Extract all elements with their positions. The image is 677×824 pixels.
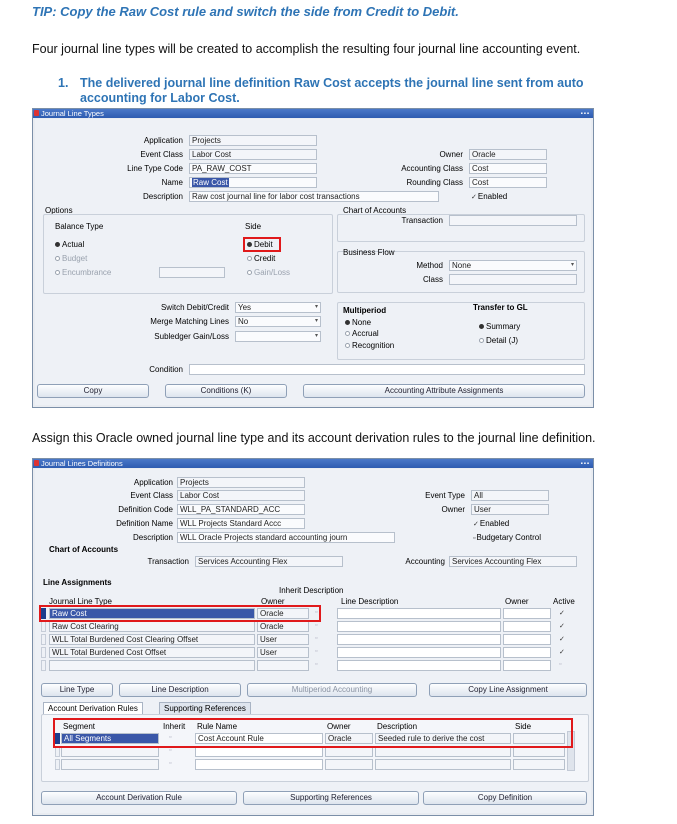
rounding-class-field[interactable]: Cost bbox=[469, 177, 547, 188]
rule-description-field-empty-2[interactable] bbox=[375, 759, 511, 770]
description-field[interactable]: Raw cost journal line for labor cost transactions bbox=[189, 191, 439, 202]
balance-actual-label: Actual bbox=[62, 240, 85, 249]
definition-name-label: Definition Name bbox=[116, 519, 173, 528]
enabled-label: Enabled bbox=[477, 192, 508, 201]
jld-enabled-label: Enabled bbox=[479, 519, 510, 528]
active-check-icon-2[interactable]: ✓ bbox=[559, 623, 565, 630]
owner-field[interactable]: Oracle bbox=[469, 149, 547, 160]
accounting-attribute-assignments-button[interactable]: Accounting Attribute Assignments bbox=[303, 384, 585, 398]
journal-lines-definitions-window bbox=[32, 458, 594, 816]
inherit-checkbox-3[interactable]: ▫ bbox=[315, 635, 318, 642]
multiperiod-accrual-label: Accrual bbox=[352, 329, 379, 338]
check-icon: ✓ bbox=[473, 521, 479, 528]
transfer-detail-radio[interactable] bbox=[479, 336, 518, 346]
account-derivation-rule-button[interactable]: Account Derivation Rule bbox=[41, 791, 237, 805]
debit-highlight-box bbox=[243, 237, 281, 252]
jld-transaction-label: Transaction bbox=[147, 557, 189, 566]
supporting-references-button[interactable]: Supporting References bbox=[243, 791, 419, 805]
copy-button[interactable]: Copy bbox=[37, 384, 149, 398]
radio-selected-icon bbox=[345, 320, 350, 325]
segment-field-1[interactable]: All Segments bbox=[61, 733, 159, 744]
radio-icon bbox=[247, 256, 252, 261]
line-type-code-label: Line Type Code bbox=[127, 164, 183, 173]
jld-description-field[interactable]: WLL Oracle Projects standard accounting journ bbox=[177, 532, 395, 543]
jld-description-label: Description bbox=[132, 533, 173, 542]
definition-code-field[interactable]: WLL_PA_STANDARD_ACC bbox=[177, 504, 305, 515]
accounting-class-field[interactable]: Cost bbox=[469, 163, 547, 174]
subledger-gain-loss-field[interactable] bbox=[235, 331, 321, 342]
rule-owner-field-empty-2[interactable] bbox=[325, 759, 373, 770]
checkbox-empty-icon: ▫ bbox=[473, 535, 476, 542]
chart-of-accounts-label: Chart of Accounts bbox=[343, 206, 407, 215]
event-type-field[interactable]: All bbox=[471, 490, 549, 501]
jld-window-title: Journal Lines Definitions bbox=[41, 459, 123, 468]
balance-encumbrance-label: Encumbrance bbox=[62, 268, 112, 277]
segment-rule-highlight-box bbox=[53, 718, 573, 748]
switch-debit-credit-value: Yes bbox=[238, 303, 252, 312]
window-controls-icon[interactable]: ▪▪▪ bbox=[580, 461, 590, 467]
line-owner-field-empty[interactable] bbox=[257, 660, 309, 671]
raw-cost-highlight-box bbox=[39, 605, 321, 622]
merge-matching-lines-field[interactable] bbox=[235, 316, 321, 327]
inherit-checkbox-1[interactable]: ▫ bbox=[315, 609, 318, 616]
active-check-icon-3[interactable]: ✓ bbox=[559, 636, 565, 643]
line-description-button[interactable]: Line Description bbox=[119, 683, 241, 697]
side-label: Side bbox=[245, 222, 262, 231]
line-description-field-empty[interactable] bbox=[337, 660, 501, 671]
side-credit-radio[interactable] bbox=[247, 254, 275, 264]
row-indicator[interactable] bbox=[55, 759, 60, 770]
tip-text: TIP: Copy the Raw Cost rule and switch the side from Credit to Debit. bbox=[32, 4, 459, 19]
options-label: Options bbox=[45, 206, 73, 215]
line-description-field-1[interactable] bbox=[337, 608, 501, 619]
transfer-to-gl-label: Transfer to GL bbox=[473, 303, 528, 312]
radio-icon bbox=[479, 338, 484, 343]
multiperiod-none-radio[interactable] bbox=[345, 318, 371, 328]
col-inherit: Inherit bbox=[163, 722, 186, 731]
rule-inherit-checkbox-1[interactable]: ▫ bbox=[169, 734, 172, 741]
balance-encumbrance-radio[interactable] bbox=[55, 268, 111, 278]
line-type-button[interactable]: Line Type bbox=[41, 683, 113, 697]
line-assignments-label: Line Assignments bbox=[43, 578, 112, 587]
application-label: Application bbox=[143, 136, 183, 145]
event-class-label: Event Class bbox=[140, 150, 183, 159]
condition-field[interactable] bbox=[189, 364, 585, 375]
event-type-label: Event Type bbox=[425, 491, 465, 500]
dropdown-icon[interactable]: ▾ bbox=[314, 333, 318, 339]
method-label: Method bbox=[416, 261, 443, 270]
col-segment: Segment bbox=[63, 722, 96, 731]
jld-title-bar bbox=[33, 459, 593, 468]
name-field[interactable] bbox=[189, 177, 317, 188]
window-menu-icon[interactable] bbox=[34, 110, 39, 116]
transfer-summary-label: Summary bbox=[486, 322, 521, 331]
name-value: Raw Cost bbox=[193, 178, 228, 187]
balance-type-label: Balance Type bbox=[55, 222, 104, 231]
check-icon: ✓ bbox=[471, 194, 477, 201]
row-indicator[interactable] bbox=[41, 660, 46, 671]
row-indicator[interactable] bbox=[41, 621, 46, 632]
row-indicator[interactable] bbox=[41, 647, 46, 658]
col-line-description: Line Description bbox=[341, 597, 399, 606]
journal-line-types-window bbox=[32, 108, 594, 408]
event-class-field[interactable]: Labor Cost bbox=[189, 149, 317, 160]
radio-icon bbox=[345, 343, 350, 348]
dropdown-icon[interactable]: ▾ bbox=[314, 318, 318, 324]
multiperiod-recognition-radio[interactable] bbox=[345, 341, 394, 351]
owner-label: Owner bbox=[439, 150, 463, 159]
definition-code-label: Definition Code bbox=[118, 505, 173, 514]
line-type-field-4[interactable]: WLL Total Burdened Cost Offset bbox=[49, 647, 255, 658]
subledger-gain-loss-label: Subledger Gain/Loss bbox=[154, 332, 229, 341]
switch-debit-credit-field[interactable] bbox=[235, 302, 321, 313]
row-indicator[interactable] bbox=[41, 634, 46, 645]
col-rule-description: Description bbox=[377, 722, 418, 731]
conditions-button[interactable]: Conditions (K) bbox=[165, 384, 287, 398]
col-active: Active bbox=[553, 597, 575, 606]
inherit-checkbox-empty[interactable]: ▫ bbox=[315, 661, 318, 668]
multiperiod-label: Multiperiod bbox=[343, 306, 387, 315]
rule-inherit-checkbox-empty-2[interactable]: ▫ bbox=[169, 760, 172, 767]
rule-description-field-1[interactable]: Seeded rule to derive the cost bbox=[375, 733, 511, 744]
business-flow-label: Business Flow bbox=[343, 248, 395, 257]
multiperiod-recognition-label: Recognition bbox=[352, 341, 395, 350]
balance-actual-radio[interactable] bbox=[55, 240, 84, 250]
rule-owner-field-1[interactable]: Oracle bbox=[325, 733, 373, 744]
tab-supporting-references[interactable]: Supporting References bbox=[159, 702, 251, 714]
transfer-summary-radio[interactable] bbox=[479, 322, 520, 332]
line-owner-field-2[interactable]: Oracle bbox=[257, 621, 309, 632]
line-owner2-field-3[interactable] bbox=[503, 634, 551, 645]
jlt-window-title: Journal Line Types bbox=[41, 109, 104, 118]
merge-matching-lines-label: Merge Matching Lines bbox=[150, 317, 229, 326]
step-number: 1. bbox=[58, 76, 69, 90]
col-rule-owner: Owner bbox=[327, 722, 351, 731]
side-gain-loss-radio[interactable] bbox=[247, 268, 290, 278]
jld-owner-field[interactable]: User bbox=[471, 504, 549, 515]
application-field[interactable]: Projects bbox=[189, 135, 317, 146]
jld-chart-of-accounts-label: Chart of Accounts bbox=[49, 545, 119, 554]
dropdown-icon[interactable]: ▾ bbox=[314, 304, 318, 310]
line-description-field-3[interactable] bbox=[337, 634, 501, 645]
segment-field-empty-2[interactable] bbox=[61, 759, 159, 770]
inherit-checkbox-4[interactable]: ▫ bbox=[315, 648, 318, 655]
switch-debit-credit-label: Switch Debit/Credit bbox=[160, 303, 229, 312]
line-owner2-field-4[interactable] bbox=[503, 647, 551, 658]
description-label: Description bbox=[142, 192, 183, 201]
dropdown-icon[interactable]: ▾ bbox=[570, 262, 574, 268]
merge-matching-lines-value: No bbox=[238, 317, 249, 326]
radio-icon bbox=[247, 270, 252, 275]
balance-budget-label: Budget bbox=[62, 254, 88, 263]
step-text: The delivered journal line definition Raw Cost accepts the journal line sent from auto accounting for Labor Cost. bbox=[80, 76, 584, 105]
definition-name-field[interactable]: WLL Projects Standard Accc bbox=[177, 518, 305, 529]
active-check-icon-4[interactable]: ✓ bbox=[559, 649, 565, 656]
jld-accounting-label: Accounting bbox=[405, 557, 445, 566]
line-type-code-field[interactable]: PA_RAW_COST bbox=[189, 163, 317, 174]
jld-event-class-label: Event Class bbox=[130, 491, 173, 500]
multiperiod-accounting-button[interactable]: Multiperiod Accounting bbox=[247, 683, 417, 697]
jld-owner-label: Owner bbox=[441, 505, 465, 514]
jld-event-class-field[interactable]: Labor Cost bbox=[177, 490, 305, 501]
method-field[interactable] bbox=[449, 260, 577, 271]
line-type-field-3[interactable]: WLL Total Burdened Cost Clearing Offset bbox=[49, 634, 255, 645]
line-owner-field-3[interactable]: User bbox=[257, 634, 309, 645]
assign-paragraph: Assign this Oracle owned journal line type and its account derivation rules to the journal line definition. bbox=[32, 431, 596, 445]
enabled-checkbox[interactable] bbox=[471, 192, 507, 203]
window-controls-icon[interactable]: ▪▪▪ bbox=[580, 111, 590, 117]
radio-icon bbox=[55, 256, 60, 261]
tab-account-derivation-rules[interactable]: Account Derivation Rules bbox=[43, 702, 143, 714]
jlt-form bbox=[35, 119, 591, 405]
radio-selected-icon bbox=[55, 242, 60, 247]
line-owner-field-4[interactable]: User bbox=[257, 647, 309, 658]
rule-side-field-empty-2[interactable] bbox=[513, 759, 565, 770]
rule-name-field-empty-2[interactable] bbox=[195, 759, 323, 770]
line-type-field-1[interactable]: Raw Cost bbox=[49, 608, 255, 619]
rounding-class-label: Rounding Class bbox=[406, 178, 463, 187]
method-value: None bbox=[452, 261, 472, 270]
class-field[interactable] bbox=[449, 274, 577, 285]
multiperiod-none-label: None bbox=[352, 318, 372, 327]
budgetary-control-label: Budgetary Control bbox=[476, 533, 541, 542]
line-owner2-field-2[interactable] bbox=[503, 621, 551, 632]
line-owner2-field-empty[interactable] bbox=[503, 660, 551, 671]
name-label: Name bbox=[161, 178, 183, 187]
window-menu-icon[interactable] bbox=[34, 460, 39, 466]
line-owner-field-1[interactable]: Oracle bbox=[257, 608, 309, 619]
line-type-field-2[interactable]: Raw Cost Clearing bbox=[49, 621, 255, 632]
jlt-title-bar bbox=[33, 109, 593, 118]
radio-selected-icon bbox=[479, 324, 484, 329]
col-line-owner-2: Owner bbox=[505, 597, 529, 606]
col-rule-name: Rule Name bbox=[197, 722, 238, 731]
intro-paragraph: Four journal line types will be created to accomplish the resulting four journal line accounting event. bbox=[32, 42, 581, 56]
jld-enabled-checkbox[interactable] bbox=[473, 519, 509, 530]
active-check-icon-1[interactable]: ✓ bbox=[559, 610, 565, 617]
budgetary-control-checkbox[interactable] bbox=[473, 533, 541, 544]
inherit-description-label: Inherit Description bbox=[279, 586, 344, 595]
col-side: Side bbox=[515, 722, 532, 731]
accounting-class-label: Accounting Class bbox=[401, 164, 463, 173]
line-type-field-empty[interactable] bbox=[49, 660, 255, 671]
active-checkbox-empty[interactable]: ▫ bbox=[559, 661, 562, 668]
jld-form bbox=[35, 469, 591, 813]
jld-transaction-field[interactable]: Services Accounting Flex bbox=[195, 556, 343, 567]
rule-name-field-1[interactable]: Cost Account Rule bbox=[195, 733, 323, 744]
jld-accounting-field[interactable]: Services Accounting Flex bbox=[449, 556, 577, 567]
radio-icon bbox=[55, 270, 60, 275]
inherit-checkbox-2[interactable]: ▫ bbox=[315, 622, 318, 629]
side-debit-label: Debit bbox=[254, 240, 273, 249]
encumbrance-type-field[interactable] bbox=[159, 267, 225, 278]
jld-application-label: Application bbox=[133, 478, 173, 487]
col-line-owner: Owner bbox=[261, 597, 285, 606]
copy-definition-button[interactable]: Copy Definition bbox=[423, 791, 587, 805]
rule-inherit-checkbox-empty-1[interactable]: ▫ bbox=[169, 747, 172, 754]
line-owner2-field-1[interactable] bbox=[503, 608, 551, 619]
line-description-field-2[interactable] bbox=[337, 621, 501, 632]
copy-line-assignment-button[interactable]: Copy Line Assignment bbox=[429, 683, 587, 697]
condition-label: Condition bbox=[149, 365, 183, 374]
side-gain-loss-label: Gain/Loss bbox=[254, 268, 291, 277]
transaction-label: Transaction bbox=[401, 216, 443, 225]
class-label: Class bbox=[422, 275, 443, 284]
line-description-field-4[interactable] bbox=[337, 647, 501, 658]
col-journal-line-type: Journal Line Type bbox=[49, 597, 113, 606]
transfer-detail-label: Detail (J) bbox=[486, 336, 519, 345]
balance-budget-radio[interactable] bbox=[55, 254, 87, 264]
jld-application-field[interactable]: Projects bbox=[177, 477, 305, 488]
radio-icon bbox=[345, 331, 350, 336]
multiperiod-accrual-radio[interactable] bbox=[345, 329, 379, 339]
transaction-field[interactable] bbox=[449, 215, 577, 226]
side-credit-label: Credit bbox=[254, 254, 276, 263]
